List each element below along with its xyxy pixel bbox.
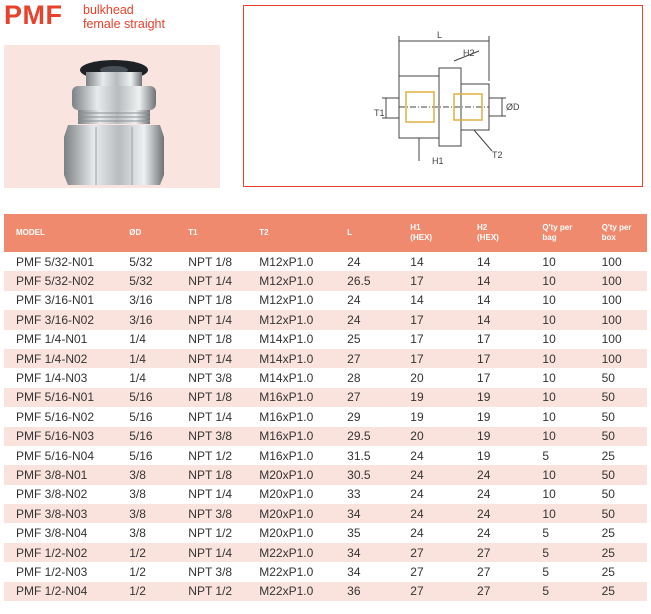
cell-h1: 27 <box>410 545 424 560</box>
cell-h2: 24 <box>477 506 491 521</box>
cell-qty-box: 50 <box>601 429 615 444</box>
cell-t2: M16xP1.0 <box>259 390 314 405</box>
cell-qty-box: 25 <box>601 564 615 579</box>
cell-t1: NPT 1/8 <box>188 390 233 405</box>
cell-l: 34 <box>347 545 361 560</box>
cell-l: 34 <box>347 564 361 579</box>
cell-h1: 14 <box>410 254 424 269</box>
cell-qty-box: 25 <box>601 584 615 599</box>
table-row <box>4 427 647 446</box>
cell-t2: M12xP1.0 <box>259 274 314 289</box>
table-row <box>4 523 647 542</box>
table-row <box>4 562 647 581</box>
cell-t2: M22xP1.0 <box>259 545 314 560</box>
cell-t2: M14xP1.0 <box>259 351 314 366</box>
column-header-line2: (HEX) <box>410 233 433 242</box>
cell-qty-bag: 10 <box>542 312 556 327</box>
cell-t1: NPT 1/2 <box>188 584 233 599</box>
cell-model: PMF 3/8-N04 <box>16 526 88 541</box>
label-H2: H2 <box>463 48 475 58</box>
cell-qty-box: 25 <box>601 526 615 541</box>
cell-h1: 27 <box>410 564 424 579</box>
cell-l: 36 <box>347 584 361 599</box>
cell-h2: 19 <box>477 429 491 444</box>
table-row <box>4 485 647 504</box>
table-row <box>4 582 647 601</box>
cell-qty-bag: 10 <box>542 487 556 502</box>
cell-t2: M20xP1.0 <box>259 506 314 521</box>
cell-t2: M22xP1.0 <box>259 564 314 579</box>
cell-t1: NPT 1/4 <box>188 545 233 560</box>
cell-qty-box: 100 <box>601 293 622 308</box>
cell-l: 30.5 <box>347 467 371 482</box>
table-row <box>4 271 647 290</box>
column-header-h2 <box>465 214 530 252</box>
cell-l: 35 <box>347 526 361 541</box>
cell-od: 5/16 <box>129 429 153 444</box>
cell-l: 29.5 <box>347 429 371 444</box>
cell-h2: 24 <box>477 487 491 502</box>
product-code: PMF <box>4 0 63 30</box>
technical-drawing <box>244 6 644 188</box>
column-header-line2: box <box>601 233 616 242</box>
column-header-line1: MODEL <box>16 228 45 237</box>
column-header-od <box>117 214 176 252</box>
cell-qty-bag: 10 <box>542 293 556 308</box>
cell-t1: NPT 1/8 <box>188 254 233 269</box>
cell-qty-box: 50 <box>601 409 615 424</box>
column-header-line1: H1 <box>410 223 421 232</box>
specifications-table <box>4 214 647 601</box>
cell-od: 3/16 <box>129 293 153 308</box>
column-header-line1: T1 <box>188 228 198 237</box>
cell-od: 3/8 <box>129 467 146 482</box>
cell-qty-bag: 10 <box>542 506 556 521</box>
cell-h1: 24 <box>410 487 424 502</box>
cell-l: 24 <box>347 312 361 327</box>
cell-model: PMF 3/8-N02 <box>16 487 88 502</box>
cell-t1: NPT 1/2 <box>188 448 233 463</box>
table-row <box>4 330 647 349</box>
cell-t2: M16xP1.0 <box>259 448 314 463</box>
table-row <box>4 252 647 271</box>
cell-qty-bag: 10 <box>542 371 556 386</box>
label-L: L <box>437 30 443 40</box>
table-row <box>4 349 647 368</box>
cell-t1: NPT 1/8 <box>188 467 233 482</box>
column-header-model <box>4 214 117 252</box>
cell-l: 24 <box>347 293 361 308</box>
cell-od: 3/8 <box>129 526 146 541</box>
cell-model: PMF 5/16-N02 <box>16 409 95 424</box>
column-header-line1: Q'ty per <box>601 223 632 232</box>
column-header-line1: H2 <box>477 223 488 232</box>
cell-qty-box: 50 <box>601 390 615 405</box>
cell-t2: M20xP1.0 <box>259 487 314 502</box>
cell-od: 1/2 <box>129 545 146 560</box>
table-row <box>4 291 647 310</box>
cell-qty-box: 100 <box>601 351 622 366</box>
cell-qty-bag: 10 <box>542 409 556 424</box>
cell-l: 28 <box>347 371 361 386</box>
column-header-t1 <box>176 214 247 252</box>
cell-od: 3/16 <box>129 312 153 327</box>
cell-qty-box: 100 <box>601 274 622 289</box>
cell-l: 25 <box>347 332 361 347</box>
cell-t1: NPT 1/2 <box>188 526 233 541</box>
table-row <box>4 368 647 387</box>
column-header-l <box>335 214 398 252</box>
cell-od: 1/4 <box>129 371 146 386</box>
cell-qty-bag: 10 <box>542 429 556 444</box>
label-OD: ØD <box>506 102 520 112</box>
cell-l: 27 <box>347 351 361 366</box>
cell-h2: 27 <box>477 584 491 599</box>
column-header-line1: ØD <box>129 228 142 237</box>
cell-h1: 17 <box>410 351 424 366</box>
column-header-qty-box <box>590 214 647 252</box>
cell-t1: NPT 1/4 <box>188 409 233 424</box>
cell-qty-box: 50 <box>601 371 615 386</box>
cell-l: 27 <box>347 390 361 405</box>
cell-t2: M14xP1.0 <box>259 371 314 386</box>
dimension-drawing <box>243 5 643 187</box>
cell-h1: 14 <box>410 293 424 308</box>
cell-qty-bag: 10 <box>542 274 556 289</box>
cell-h1: 20 <box>410 371 424 386</box>
cell-model: PMF 1/2-N02 <box>16 545 88 560</box>
cell-od: 1/2 <box>129 564 146 579</box>
cell-qty-bag: 5 <box>542 584 550 599</box>
cell-t1: NPT 3/8 <box>188 371 233 386</box>
cell-t1: NPT 1/4 <box>188 351 233 366</box>
cell-h2: 14 <box>477 293 491 308</box>
cell-qty-bag: 10 <box>542 467 556 482</box>
cell-od: 5/16 <box>129 448 153 463</box>
cell-h1: 27 <box>410 584 424 599</box>
cell-h1: 17 <box>410 274 424 289</box>
cell-model: PMF 1/2-N03 <box>16 564 88 579</box>
cell-l: 31.5 <box>347 448 371 463</box>
cell-qty-bag: 5 <box>542 448 550 463</box>
cell-t1: NPT 3/8 <box>188 506 233 521</box>
label-H1: H1 <box>432 156 444 166</box>
cell-h2: 17 <box>477 332 491 347</box>
cell-qty-bag: 10 <box>542 332 556 347</box>
cell-t1: NPT 1/8 <box>188 332 233 347</box>
cell-h2: 17 <box>477 351 491 366</box>
description-line-1: bulkhead <box>83 3 134 17</box>
cell-model: PMF 1/2-N04 <box>16 584 88 599</box>
cell-model: PMF 3/8-N01 <box>16 467 88 482</box>
cell-model: PMF 5/16-N01 <box>16 390 95 405</box>
cell-od: 5/16 <box>129 390 153 405</box>
cell-h2: 14 <box>477 254 491 269</box>
column-header-line2: (HEX) <box>477 233 499 242</box>
cell-qty-bag: 5 <box>542 564 550 579</box>
cell-h2: 19 <box>477 448 491 463</box>
cell-h1: 24 <box>410 526 424 541</box>
cell-model: PMF 1/4-N02 <box>16 351 88 366</box>
cell-t2: M14xP1.0 <box>259 332 314 347</box>
product-description <box>83 3 165 31</box>
table-row <box>4 407 647 426</box>
fitting-illustration <box>4 45 220 188</box>
cell-od: 1/2 <box>129 584 146 599</box>
table-row <box>4 446 647 465</box>
cell-t2: M12xP1.0 <box>259 254 314 269</box>
table-header-row <box>4 214 647 252</box>
cell-h1: 24 <box>410 467 424 482</box>
cell-t2: M12xP1.0 <box>259 293 314 308</box>
cell-model: PMF 5/32-N01 <box>16 254 95 269</box>
cell-model: PMF 3/16-N02 <box>16 312 95 327</box>
cell-model: PMF 1/4-N03 <box>16 371 88 386</box>
cell-qty-box: 25 <box>601 448 615 463</box>
column-header-t2 <box>247 214 335 252</box>
cell-h2: 19 <box>477 390 491 405</box>
label-T2: T2 <box>492 150 503 160</box>
cell-qty-box: 50 <box>601 467 615 482</box>
cell-h2: 24 <box>477 467 491 482</box>
cell-t1: NPT 1/4 <box>188 312 233 327</box>
cell-t2: M12xP1.0 <box>259 312 314 327</box>
cell-model: PMF 5/32-N02 <box>16 274 95 289</box>
cell-t2: M16xP1.0 <box>259 429 314 444</box>
cell-t2: M20xP1.0 <box>259 467 314 482</box>
column-header-line1: T2 <box>259 228 269 237</box>
cell-h1: 17 <box>410 312 424 327</box>
cell-h2: 27 <box>477 545 491 560</box>
cell-h2: 14 <box>477 312 491 327</box>
cell-od: 3/8 <box>129 487 146 502</box>
column-header-line2: bag <box>542 233 557 242</box>
table-row <box>4 504 647 523</box>
cell-l: 24 <box>347 254 361 269</box>
cell-h1: 17 <box>410 332 424 347</box>
label-T1: T1 <box>374 108 385 118</box>
product-photo <box>4 45 220 188</box>
cell-model: PMF 5/16-N03 <box>16 429 95 444</box>
cell-t2: M16xP1.0 <box>259 409 314 424</box>
description-line-2: female straight <box>83 17 165 31</box>
cell-h1: 19 <box>410 409 424 424</box>
cell-h2: 17 <box>477 371 491 386</box>
table-row <box>4 310 647 329</box>
cell-qty-box: 25 <box>601 545 615 560</box>
cell-qty-bag: 10 <box>542 390 556 405</box>
cell-qty-box: 100 <box>601 332 622 347</box>
cell-qty-box: 50 <box>601 487 615 502</box>
cell-l: 34 <box>347 506 361 521</box>
column-header-line1: Q'ty per <box>542 223 573 232</box>
cell-model: PMF 5/16-N04 <box>16 448 95 463</box>
cell-t1: NPT 3/8 <box>188 564 233 579</box>
cell-t1: NPT 1/4 <box>188 487 233 502</box>
cell-l: 29 <box>347 409 361 424</box>
cell-qty-box: 100 <box>601 312 622 327</box>
cell-t1: NPT 1/8 <box>188 293 233 308</box>
cell-h2: 24 <box>477 526 491 541</box>
table-row <box>4 388 647 407</box>
cell-l: 26.5 <box>347 274 371 289</box>
cell-t1: NPT 3/8 <box>188 429 233 444</box>
column-header-line1: L <box>347 228 353 237</box>
cell-t1: NPT 1/4 <box>188 274 233 289</box>
table-row <box>4 465 647 484</box>
cell-h1: 19 <box>410 390 424 405</box>
column-header-h1 <box>398 214 465 252</box>
table-body <box>4 252 647 601</box>
cell-h1: 24 <box>410 448 424 463</box>
cell-h1: 20 <box>410 429 424 444</box>
cell-model: PMF 3/16-N01 <box>16 293 95 308</box>
cell-model: PMF 1/4-N01 <box>16 332 88 347</box>
cell-h2: 27 <box>477 564 491 579</box>
cell-qty-bag: 5 <box>542 526 550 541</box>
cell-qty-bag: 10 <box>542 254 556 269</box>
table-row <box>4 543 647 562</box>
cell-qty-bag: 10 <box>542 351 556 366</box>
cell-l: 33 <box>347 487 361 502</box>
cell-qty-box: 100 <box>601 254 622 269</box>
cell-qty-bag: 5 <box>542 545 550 560</box>
cell-t2: M22xP1.0 <box>259 584 314 599</box>
cell-h1: 24 <box>410 506 424 521</box>
cell-od: 5/32 <box>129 274 153 289</box>
cell-h2: 14 <box>477 274 491 289</box>
cell-h2: 19 <box>477 409 491 424</box>
cell-model: PMF 3/8-N03 <box>16 506 88 521</box>
cell-od: 3/8 <box>129 506 146 521</box>
cell-od: 5/32 <box>129 254 153 269</box>
cell-t2: M20xP1.0 <box>259 526 314 541</box>
column-header-qty-bag <box>530 214 589 252</box>
cell-od: 5/16 <box>129 409 153 424</box>
cell-qty-box: 50 <box>601 506 615 521</box>
cell-od: 1/4 <box>129 351 146 366</box>
cell-od: 1/4 <box>129 332 146 347</box>
